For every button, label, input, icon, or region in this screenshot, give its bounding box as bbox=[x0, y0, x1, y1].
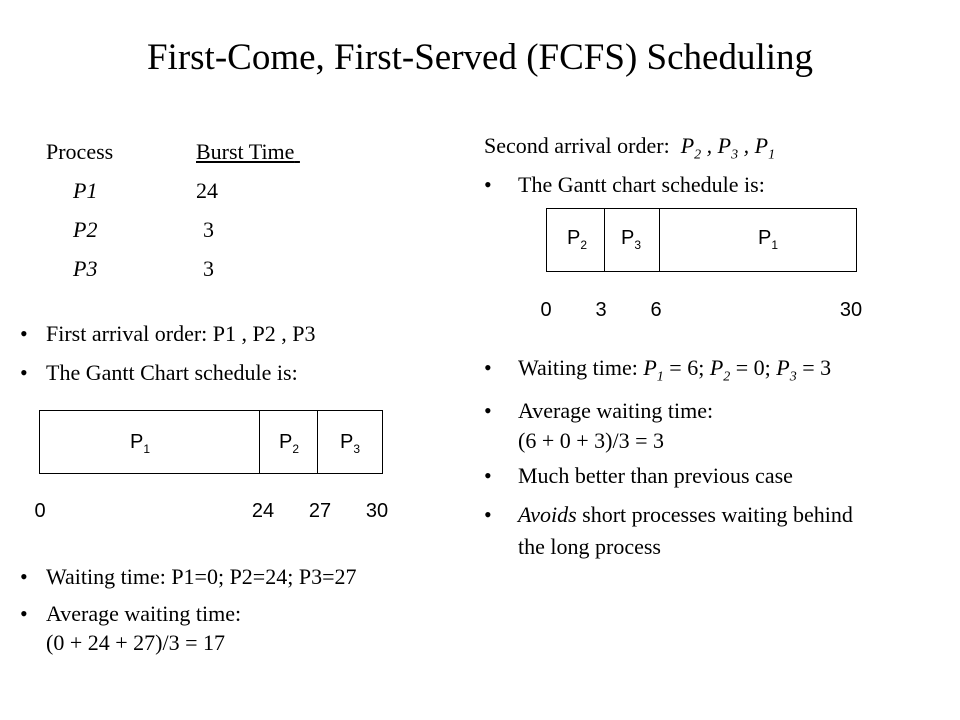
bullet-icon: • bbox=[484, 355, 492, 380]
avoids-note: Avoids short processes waiting behind bbox=[518, 502, 853, 527]
gantt-bar-label: $P_3$ bbox=[620, 227, 642, 252]
table-header-burst: Burst Time bbox=[196, 139, 295, 164]
gantt-chart-first bbox=[39, 410, 383, 474]
gantt-divider bbox=[259, 411, 260, 473]
gantt-tick-label: 0 bbox=[34, 500, 46, 522]
gantt-divider bbox=[604, 209, 605, 271]
avg-waiting-value-first: (0 + 24 + 27)/3 = 17 bbox=[46, 630, 225, 655]
table-cell-burst: 24 bbox=[196, 178, 218, 203]
bullet-icon: • bbox=[20, 360, 28, 385]
table-header-process: Process bbox=[46, 139, 114, 164]
gantt-bar-label: $P_1$ bbox=[757, 227, 779, 252]
avg-waiting-label-second: Average waiting time: bbox=[518, 398, 714, 423]
gantt-bar-label: $P_2$ bbox=[566, 227, 588, 252]
gantt-chart-second bbox=[546, 208, 857, 272]
gantt-tick-label: 3 bbox=[595, 299, 607, 321]
gantt-tick-label: 24 bbox=[251, 500, 275, 522]
avoids-note-line2: the long process bbox=[518, 534, 661, 559]
bullet-icon: • bbox=[20, 601, 28, 626]
first-arrival-order: First arrival order: P1 , P2 , P3 bbox=[46, 321, 316, 346]
table-cell-process: P1 bbox=[73, 178, 98, 203]
slide-title: First-Come, First-Served (FCFS) Scheduling bbox=[146, 37, 814, 78]
gantt-divider bbox=[317, 411, 318, 473]
better-note: Much better than previous case bbox=[518, 463, 793, 488]
gantt-divider bbox=[659, 209, 660, 271]
gantt-intro-left: The Gantt Chart schedule is: bbox=[46, 360, 298, 385]
bullet-icon: • bbox=[20, 564, 28, 589]
gantt-bar-label: $P_1$ bbox=[129, 431, 151, 456]
gantt-tick-label: 30 bbox=[365, 500, 389, 522]
gantt-tick-label: 27 bbox=[308, 500, 332, 522]
table-cell-process: P2 bbox=[73, 217, 98, 242]
bullet-icon: • bbox=[484, 398, 492, 423]
waiting-time-second: Waiting time: $P_1 = 6$; $P_2 = 0$; $P_3 = 3$ bbox=[518, 355, 832, 385]
gantt-tick-label: 30 bbox=[839, 299, 863, 321]
gantt-tick-label: 0 bbox=[540, 299, 552, 321]
gantt-bar-label: $P_2$ bbox=[278, 431, 300, 456]
waiting-time-first: Waiting time: P1=0; P2=24; P3=27 bbox=[46, 564, 357, 589]
bullet-icon: • bbox=[484, 172, 492, 197]
table-cell-burst: 3 bbox=[203, 256, 214, 281]
gantt-tick-label: 6 bbox=[650, 299, 662, 321]
avg-waiting-value-second: (6 + 0 + 3)/3 = 3 bbox=[518, 428, 664, 453]
bullet-icon: • bbox=[484, 463, 492, 488]
gantt-intro-right: The Gantt chart schedule is: bbox=[518, 172, 765, 197]
table-cell-process: P3 bbox=[73, 256, 98, 281]
bullet-icon: • bbox=[484, 502, 492, 527]
table-cell-burst: 3 bbox=[203, 217, 214, 242]
second-arrival-order: Second arrival order: $P_2$ , $P_3$ , $P_1$ bbox=[484, 133, 776, 163]
avg-waiting-label-first: Average waiting time: bbox=[46, 601, 242, 626]
gantt-bar-label: $P_3$ bbox=[339, 431, 361, 456]
bullet-icon: • bbox=[20, 321, 28, 346]
